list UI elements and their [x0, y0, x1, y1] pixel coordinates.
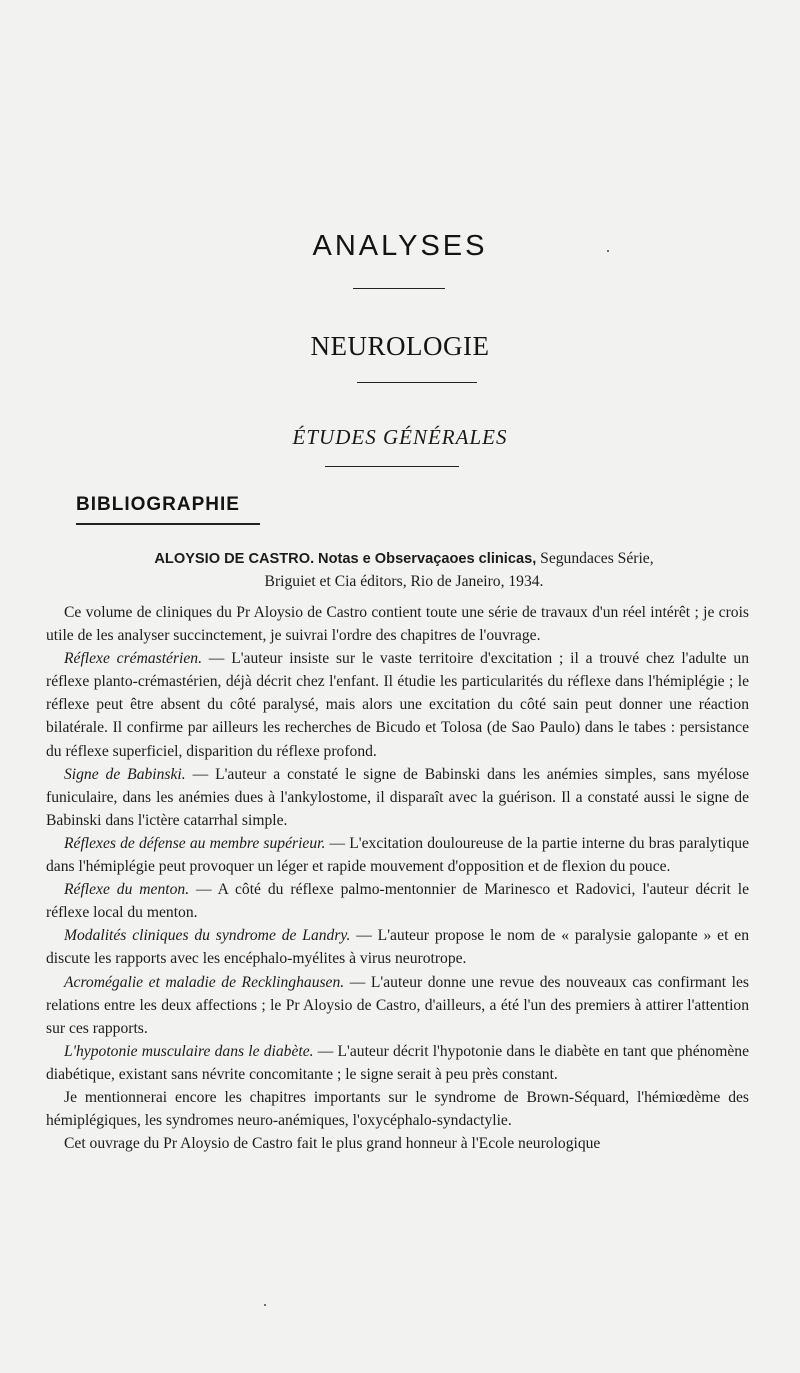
- paragraph-heading: Modalités cliniques du syndrome de Landry.: [64, 927, 351, 945]
- paragraph-text: Je mentionnerai encore les chapitres importants sur le syndrome de Brown-Séquard, l'hémiœdème des hémiplégiques, les syndromes neuro-anémiques, l'oxycéphalo-syndactylie.: [46, 1088, 749, 1130]
- paragraph-text: — A côté du réflexe palmo-mentonnier de Marinesco et Radovici, l'auteur décrit le réflexe local du menton.: [46, 881, 749, 922]
- title-rule: [353, 288, 445, 289]
- subsection-heading: ÉTUDES GÉNÉRALES: [292, 425, 508, 449]
- paragraph-text: Cet ouvrage du Pr Aloysio de Castro fait le plus grand honneur à l'Ecole neurologique: [64, 1135, 601, 1153]
- page-title: ANALYSES: [312, 230, 488, 262]
- paragraph-text: Ce volume de cliniques du Pr Aloysio de Castro contient toute une série de travaux d'un réel intérêt ; je crois utile de les analyser succinctement, je suivrai l'ordre des chapitres de l'ouvrage.: [46, 604, 749, 645]
- section-rule: [357, 382, 477, 383]
- paragraph-text: — L'auteur donne une revue des nouveaux cas confirmant les relations entre les deux affections ; le Pr Aloysio de Castro, d'ailleurs, a été l'un des premiers à attirer l'attention sur ces rapports.: [46, 973, 750, 1037]
- reference-publisher: Briguiet et Cia éditors, Rio de Janeiro, 1934.: [264, 572, 544, 590]
- body-paragraph: [46, 1132, 749, 1155]
- category-rule: [76, 523, 260, 525]
- print-speck: [607, 250, 609, 252]
- paragraph-heading: Réflexes de défense au membre supérieur.: [64, 834, 326, 852]
- body-paragraph: [46, 924, 749, 970]
- paragraph-heading: Réflexe du menton.: [64, 881, 190, 899]
- body-paragraph: [46, 878, 749, 924]
- paragraph-heading: Réflexe crémastérien.: [64, 650, 202, 668]
- body-paragraph: [46, 832, 749, 878]
- paragraph-text: — L'auteur décrit l'hypotonie dans le diabète en tant que phénomène diabétique, existant sans névrite concomitante ; le signe serait à peu près constant.: [46, 1042, 749, 1083]
- paragraph-text: — L'auteur propose le nom de « paralysie galopante » et en discute les rapports avec les encéphalo-myélites à virus neurotrope.: [46, 927, 749, 968]
- category-heading: BIBLIOGRAPHIE: [76, 494, 240, 515]
- body-paragraph: [46, 763, 749, 832]
- paragraph-heading: Acromégalie et maladie de Recklinghausen.: [64, 973, 345, 991]
- body-paragraph: [46, 601, 749, 647]
- paragraph-text: — L'excitation douloureuse de la partie interne du bras paralytique dans l'hémiplégie peut provoquer un léger et rapide mouvement d'opposition et de flexion du pouce.: [46, 834, 749, 876]
- paragraph-heading: Signe de Babinski.: [64, 765, 186, 783]
- paragraph-heading: L'hypotonie musculaire dans le diabète.: [64, 1042, 314, 1060]
- section-heading: NEUROLOGIE: [310, 331, 490, 361]
- body-paragraph: [46, 971, 749, 1040]
- bibliographic-reference: [62, 548, 746, 593]
- body-paragraph: [46, 1040, 749, 1086]
- reference-work-title: Notas e Observaçaoes clinicas,: [318, 551, 537, 567]
- reference-author: ALOYSIO DE CASTRO.: [154, 551, 315, 567]
- review-body: [46, 601, 749, 1155]
- print-speck: [264, 1304, 266, 1306]
- paragraph-text: — L'auteur insiste sur le vaste territoire d'excitation ; il a trouvé chez l'adulte un réflexe planto-crémastérien, déjà décrit chez l'enfant. Il étudie les particularités du réflexe dans l'hémiplégie ; le réflexe peut être absent du côté paralysé, mais alors une excitation du côté sain peut donner une réaction bilatérale. Il confirme par ailleurs les recherches de Bicudo et Tolosa (de Sao Paulo) dans le tabes : persistance du réflexe superficiel, disparition du réflexe profond.: [46, 650, 749, 760]
- subsection-rule: [325, 466, 459, 467]
- reference-series: Segundaces Série,: [540, 550, 654, 567]
- paragraph-text: — L'auteur a constaté le signe de Babinski dans les anémies simples, sans myélose funiculaire, dans les anémies dues à l'ankylostome, il disparaît avec la guérison. Il a constaté aussi le signe de Babinski dans l'ictère catarrhal simple.: [46, 765, 749, 829]
- body-paragraph: [46, 647, 749, 762]
- body-paragraph: [46, 1086, 749, 1132]
